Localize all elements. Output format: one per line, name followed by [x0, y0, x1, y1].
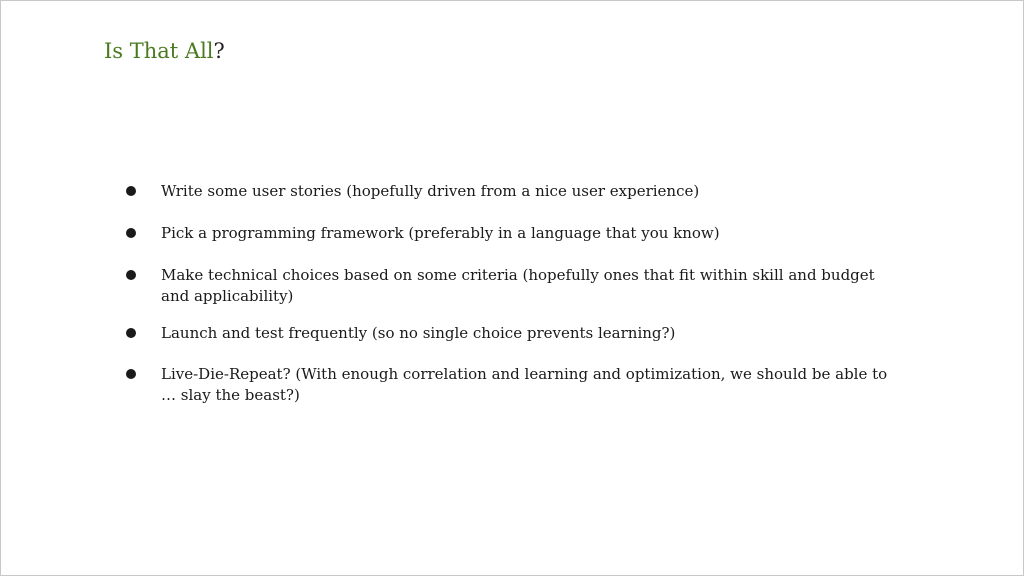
bullet-dot-icon	[126, 328, 136, 338]
slide-title-question-mark: ?	[213, 39, 225, 63]
bullet-dot-icon	[126, 270, 136, 280]
bullet-item	[125, 181, 925, 202]
bullet-text: Write some user stories (hopefully driven from a nice user experience)	[161, 182, 700, 200]
bullet-item	[125, 323, 925, 344]
bullet-text: Pick a programming framework (preferably in a language that you know)	[161, 224, 720, 242]
bullet-text: Launch and test frequently (so no single choice prevents learning?)	[161, 324, 676, 342]
bullet-text: Make technical choices based on some criteria (hopefully ones that fit within skill and budget and applicability)	[161, 266, 875, 305]
bullet-list	[125, 181, 925, 406]
bullet-text: Live-Die-Repeat? (With enough correlation and learning and optimization, we should be able to … slay the beast?)	[161, 365, 888, 404]
bullet-dot-icon	[126, 369, 136, 379]
bullet-item	[125, 265, 925, 307]
bullet-dot-icon	[126, 186, 136, 196]
slide-title	[104, 37, 225, 65]
bullet-item	[125, 223, 925, 244]
bullet-dot-icon	[126, 228, 136, 238]
slide-title-main: Is That All	[104, 39, 214, 63]
bullet-item	[125, 364, 925, 406]
